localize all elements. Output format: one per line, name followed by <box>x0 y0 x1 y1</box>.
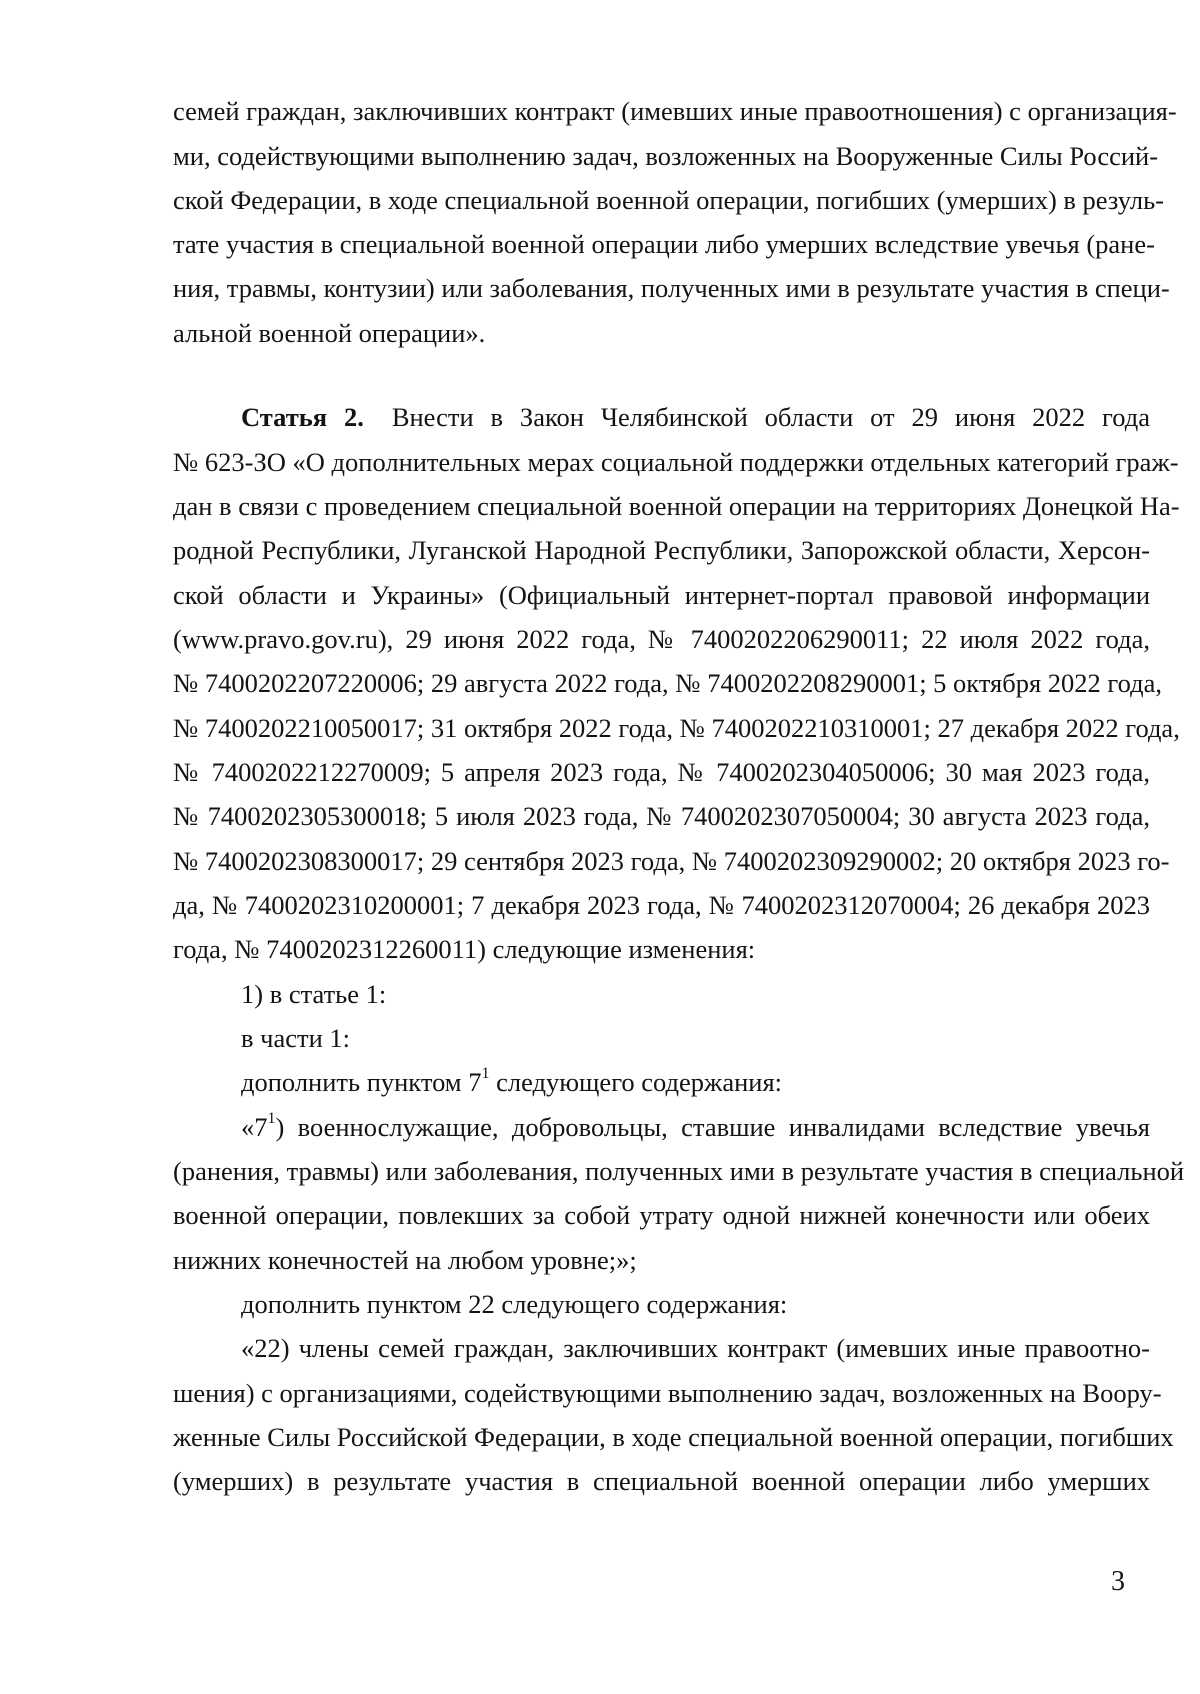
article2-line-7: № 7400202210050017; 31 октября 2022 года, № 7400202210310001; 27 декабря 2022 года, <box>173 713 1180 743</box>
article2-line-12: года, № 7400202312260011) следующие изменения: <box>173 934 756 964</box>
article2-line-10: № 7400202308300017; 29 сентября 2023 года, № 7400202309290002; 20 октября 2023 го- <box>173 846 1170 876</box>
point-22-line-3: женные Силы Российской Федерации, в ходе специальной военной операции, погибших <box>173 1422 1174 1452</box>
article2-line-5: (www.pravo.gov.ru), 29 июня 2022 года, № 7400202206290011; 22 июля 2022 года, <box>173 624 1150 654</box>
article2-line-3: родной Республики, Луганской Народной Республики, Запорожской области, Херсон- <box>173 535 1150 565</box>
article2-line-2: дан в связи с проведением специальной военной операции на территориях Донецкой На- <box>173 491 1180 521</box>
item-1: 1) в статье 1: <box>241 979 387 1009</box>
intro-line-1: семей граждан, заключивших контракт (имевших иные правоотношения) с организация- <box>173 96 1177 126</box>
point-7-1-line-2: (ранения, травмы) или заболевания, полученных ими в результате участия в специальной <box>173 1156 1185 1186</box>
article2-line-11: да, № 7400202310200001; 7 декабря 2023 года, № 7400202312070004; 26 декабря 2023 <box>173 890 1150 920</box>
intro-line-4: тате участия в специальной военной операции либо умерших вследствие увечья (ране- <box>173 229 1155 259</box>
article2-first-line <box>241 400 1150 434</box>
article2-line-9: № 7400202305300018; 5 июля 2023 года, № 7400202307050004; 30 августа 2023 года, <box>173 801 1150 831</box>
point-7-1-line-3: военной операции, повлекших за собой утрату одной нижней конечности или обеих <box>173 1200 1150 1230</box>
article2-line-6: № 7400202207220006; 29 августа 2022 года, № 7400202208290001; 5 октября 2022 года, <box>173 668 1162 698</box>
point-22-line-1: «22) члены семей граждан, заключивших контракт (имевших иные правоотно- <box>241 1333 1150 1363</box>
point-22-line-2: шения) с организациями, содействующими выполнению задач, возложенных на Воору- <box>173 1378 1162 1408</box>
point-7-1-first-rest: ) военнослужащие, добровольцы, ставшие инвалидами вследствие увечья <box>275 1112 1150 1142</box>
add-point-7-1-rest: следующего содержания: <box>489 1067 783 1097</box>
superscript: 1 <box>267 1110 276 1128</box>
point-22-line-4: (умерших) в результате участия в специальной военной операции либо умерших <box>173 1466 1150 1496</box>
superscript: 1 <box>481 1065 490 1083</box>
add-point-7-1 <box>241 1065 1150 1099</box>
add-point-22: дополнить пунктом 22 следующего содержания: <box>241 1289 788 1319</box>
article2-line-1: № 623-ЗО «О дополнительных мерах социальной поддержки отдельных категорий граж- <box>173 447 1179 477</box>
intro-line-2: ми, содействующими выполнению задач, возложенных на Вооруженные Силы Россий- <box>173 141 1159 171</box>
intro-line-3: ской Федерации, в ходе специальной военной операции, погибших (умерших) в резуль- <box>173 185 1165 215</box>
article2-line-8: № 7400202212270009; 5 апреля 2023 года, № 7400202304050006; 30 мая 2023 года, <box>173 757 1150 787</box>
intro-line-6: альной военной операции». <box>173 318 486 348</box>
page-number: 3 <box>1111 1566 1125 1597</box>
article2-line-4: ской области и Украины» (Официальный интернет-портал правовой информации <box>173 580 1150 610</box>
intro-line-5: ния, травмы, контузии) или заболевания, полученных ими в результате участия в специ- <box>173 273 1170 303</box>
article2-first-line-text: Внести в Закон Челябинской области от 29 июня 2022 года <box>391 402 1150 432</box>
point-7-1-first-line <box>241 1110 1150 1144</box>
point-7-1-line-4: нижних конечностей на любом уровне;»; <box>173 1245 637 1275</box>
part-1: в части 1: <box>241 1023 350 1053</box>
article2-heading: Статья 2. <box>241 402 364 432</box>
add-point-7-1-text: дополнить пунктом 7 <box>241 1067 482 1097</box>
point-7-1-open: «7 <box>241 1112 268 1142</box>
